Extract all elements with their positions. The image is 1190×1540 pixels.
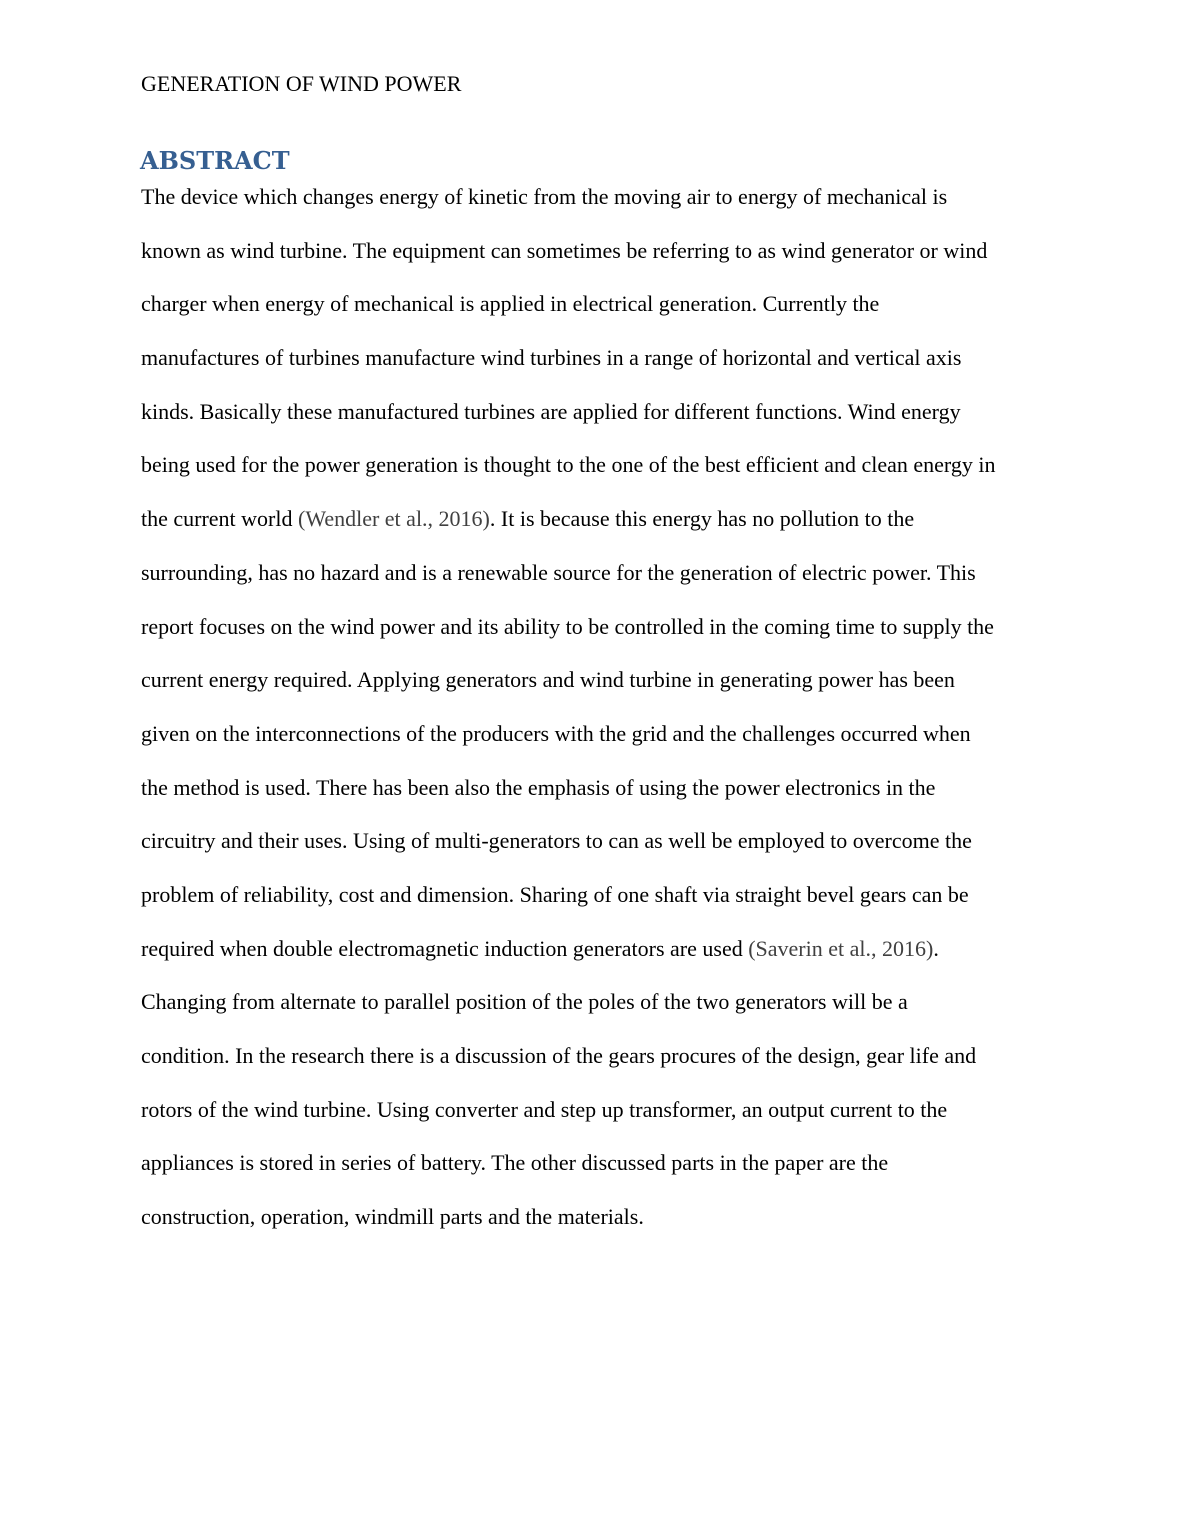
body-line: report focuses on the wind power and its ability to be controlled in the coming time to supply the: [141, 613, 994, 639]
body-line: construction, operation, windmill parts and the materials.: [141, 1204, 644, 1230]
body-line-with-citation: [141, 492, 1071, 546]
body-line: charger when energy of mechanical is applied in electrical generation. Currently the: [141, 291, 880, 317]
body-line: Changing from alternate to parallel position of the poles of the two generators will be a: [141, 989, 908, 1015]
body-line: rotors of the wind turbine. Using converter and step up transformer, an output current to the: [141, 1096, 948, 1122]
body-line-with-citation: [141, 922, 1071, 976]
body-line: circuitry and their uses. Using of multi-generators to can as well be employed to overcome the: [141, 828, 972, 854]
body-line: known as wind turbine. The equipment can sometimes be referring to as wind generator or wind: [141, 237, 988, 263]
body-line: being used for the power generation is thought to the one of the best efficient and clean energy in: [141, 452, 996, 478]
body-line: The device which changes energy of kinetic from the moving air to energy of mechanical is: [141, 184, 948, 209]
running-header: GENERATION OF WIND POWER: [141, 71, 462, 96]
body-line: current energy required. Applying generators and wind turbine in generating power has been: [141, 667, 955, 693]
abstract-body: [141, 170, 1071, 1244]
line-text-after: .: [933, 935, 939, 961]
body-line: kinds. Basically these manufactured turbines are applied for different functions. Wind energy: [141, 398, 961, 424]
abstract-heading: ABSTRACT: [140, 146, 290, 175]
body-line: the method is used. There has been also the emphasis of using the power electronics in the: [141, 774, 936, 800]
citation-wendler[interactable]: (Wendler et al., 2016): [298, 506, 490, 532]
line-text-before: required when double electromagnetic induction generators are used: [141, 935, 749, 961]
body-line: problem of reliability, cost and dimension. Sharing of one shaft via straight bevel gears can be: [141, 881, 969, 907]
line-text-before: the current world: [141, 506, 298, 532]
citation-saverin[interactable]: (Saverin et al., 2016): [748, 935, 934, 961]
body-line: surrounding, has no hazard and is a renewable source for the generation of electric power. This: [141, 559, 976, 585]
body-line: manufactures of turbines manufacture wind turbines in a range of horizontal and vertical axis: [141, 345, 962, 371]
body-line: condition. In the research there is a discussion of the gears procures of the design, gear life and: [141, 1043, 977, 1068]
line-text-after: . It is because this energy has no pollution to the: [489, 506, 915, 532]
body-line: appliances is stored in series of battery. The other discussed parts in the paper are the: [141, 1150, 889, 1176]
body-line: given on the interconnections of the producers with the grid and the challenges occurred when: [141, 720, 971, 746]
